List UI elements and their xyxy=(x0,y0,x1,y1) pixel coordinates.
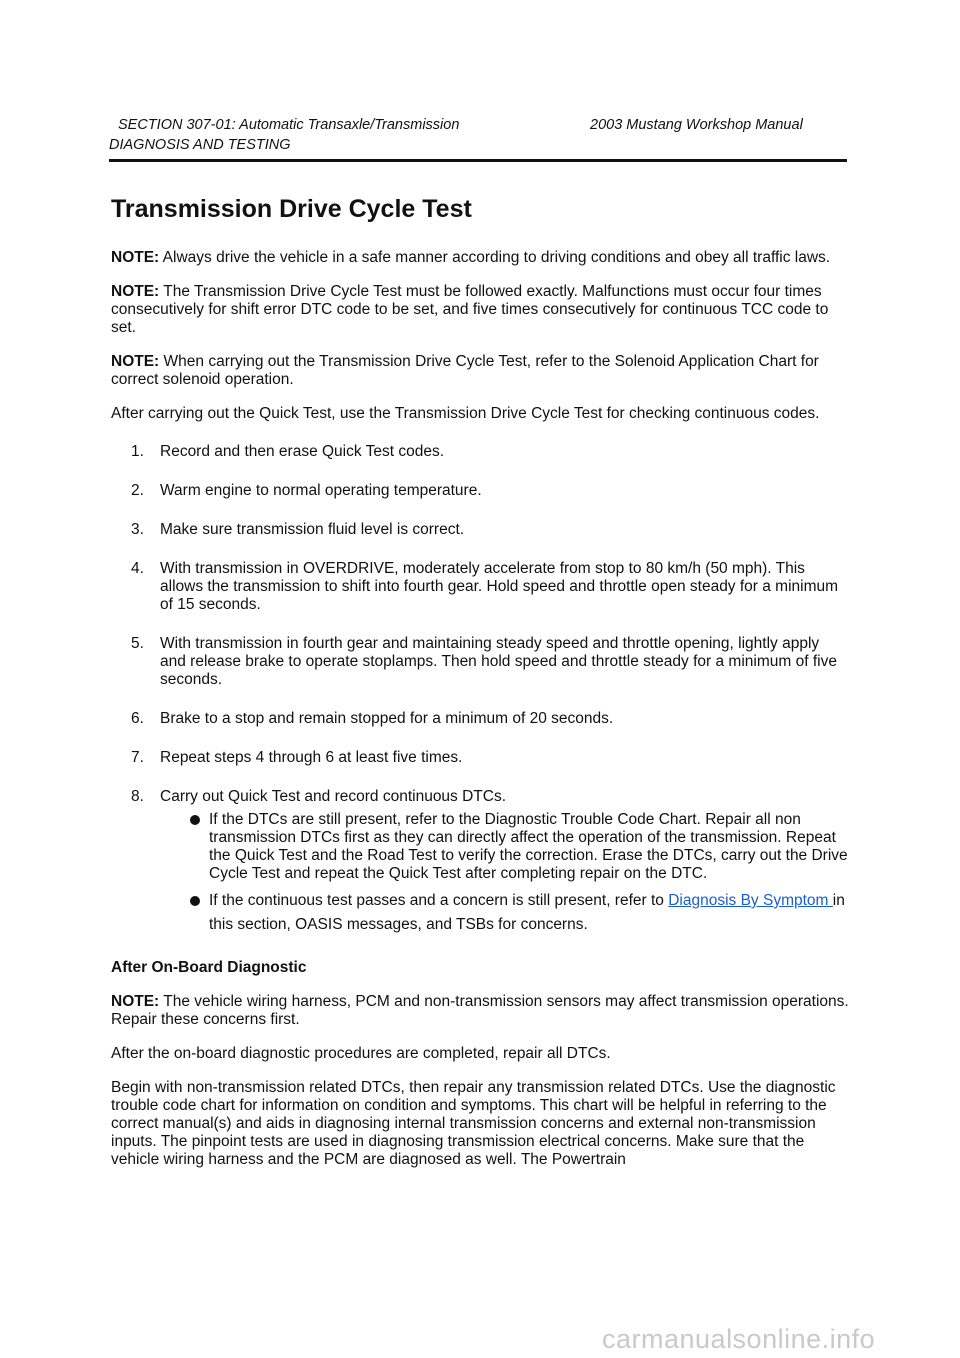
note-text: When carrying out the Transmission Drive Cycle Test, refer to the Solenoid Application Chart for correct solenoid operation. xyxy=(111,353,819,388)
note-label: NOTE: xyxy=(111,993,160,1010)
step-number: 7. xyxy=(131,749,144,766)
step-text: With transmission in OVERDRIVE, moderately accelerate from stop to 80 km/h (50 mph). This allows the transmission to shift into fourth gear. Hold speed and throttle open steady for a minimum of 15 seconds. xyxy=(160,560,839,613)
intro-paragraph: After carrying out the Quick Test, use the Transmission Drive Cycle Test for checking continuous codes. xyxy=(111,405,820,422)
step-number: 8. xyxy=(131,788,144,805)
step-text: Record and then erase Quick Test codes. xyxy=(160,443,445,460)
step-item xyxy=(111,482,849,500)
bullet-item xyxy=(111,889,849,937)
procedure-steps xyxy=(111,443,849,806)
body-paragraph: Begin with non-transmission related DTCs, then repair any transmission related DTCs. Use the diagnostic trouble code chart for information on condition and symptoms. This chart will be helpful in referring to the correct manual(s) and aids in diagnosing internal transmission concerns and external non-transmission inputs. The pinpoint tests are used in diagnosing transmission electrical concerns. Make sure that the vehicle wiring harness and the PCM are diagnosed as well. The Powertrain xyxy=(111,1079,836,1168)
step-item xyxy=(111,788,849,806)
header-section-title: SECTION 307-01: Automatic Transaxle/Transmission xyxy=(118,117,460,133)
step-text: Carry out Quick Test and record continuous DTCs. xyxy=(160,788,507,805)
step-item xyxy=(111,443,849,461)
step-item xyxy=(111,710,849,728)
note-label: NOTE: xyxy=(111,249,160,266)
note-label: NOTE: xyxy=(111,353,160,370)
step-number: 3. xyxy=(131,521,144,538)
step-text: Brake to a stop and remain stopped for a minimum of 20 seconds. xyxy=(160,710,614,727)
note-paragraph xyxy=(111,249,849,267)
step-number: 1. xyxy=(131,443,144,460)
watermark: carmanualsonline.info xyxy=(602,1324,876,1354)
bullet-text: If the DTCs are still present, refer to the Diagnostic Trouble Code Chart. Repair all non transmission DTCs first as they can directly affect the operation of the transmission. Repeat the Quick Test and the Road Test to verify the correction. Erase the DTCs, carry out the Drive Cycle Test and repeat the Quick Test after completing repair on the DTC. xyxy=(209,811,848,882)
body-paragraph: After the on-board diagnostic procedures are completed, repair all DTCs. xyxy=(111,1045,611,1062)
bullet-text: in this section, OASIS messages, and TSBs for concerns. xyxy=(209,892,845,933)
step-number: 4. xyxy=(131,560,144,577)
step-number: 5. xyxy=(131,635,144,652)
step-text: Warm engine to normal operating temperature. xyxy=(160,482,482,499)
note-text: The vehicle wiring harness, PCM and non-transmission sensors may affect transmission operations. Repair these concerns first. xyxy=(111,993,849,1028)
header-manual-title: 2003 Mustang Workshop Manual xyxy=(590,117,803,133)
note-text: The Transmission Drive Cycle Test must be followed exactly. Malfunctions must occur four times consecutively for shift error DTC code to be set, and five times consecutively for continuous TCC code to set. xyxy=(111,283,829,336)
note-paragraph xyxy=(111,353,849,389)
document-body xyxy=(111,193,849,1185)
bullet-dot xyxy=(190,896,200,906)
bullet-text: If the continuous test passes and a concern is still present, refer to xyxy=(209,892,669,909)
step-item xyxy=(111,560,849,614)
step-item xyxy=(111,521,849,539)
note-paragraph xyxy=(111,993,849,1029)
bullet-dot xyxy=(190,815,200,825)
step-number: 6. xyxy=(131,710,144,727)
bullet-item xyxy=(111,811,849,883)
section-heading: After On-Board Diagnostic xyxy=(111,959,307,976)
note-paragraph xyxy=(111,283,849,337)
step-text: Make sure transmission fluid level is correct. xyxy=(160,521,465,538)
diagnosis-by-symptom-link[interactable]: Diagnosis By Symptom xyxy=(668,892,833,909)
note-label: NOTE: xyxy=(111,283,160,300)
step-number: 2. xyxy=(131,482,144,499)
step-item xyxy=(111,635,849,689)
page-title: Transmission Drive Cycle Test xyxy=(111,195,472,223)
step8-bullets xyxy=(111,811,849,937)
step-text: With transmission in fourth gear and maintaining steady speed and throttle opening, lightly apply and release brake to operate stoplamps. Then hold speed and throttle steady for a minimum of five seconds. xyxy=(160,635,837,688)
note-text: Always drive the vehicle in a safe manner according to driving conditions and obey all traffic laws. xyxy=(159,249,831,266)
step-item xyxy=(111,749,849,767)
header-subsection: DIAGNOSIS AND TESTING xyxy=(109,137,291,153)
header-divider xyxy=(109,159,847,162)
step-text: Repeat steps 4 through 6 at least five times. xyxy=(160,749,463,766)
